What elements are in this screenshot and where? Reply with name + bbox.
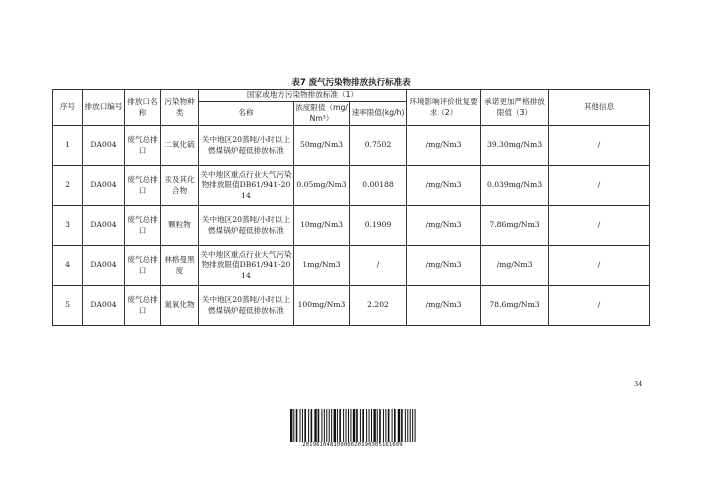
cell-std-name: 关中地区20蒸吨/小时以上燃煤锅炉超低排放标准: [199, 126, 294, 166]
cell-commit: 39.30mg/Nm3: [481, 126, 549, 166]
cell-outlet-no: DA004: [83, 126, 125, 166]
cell-outlet-name: 废气总排口: [125, 126, 161, 166]
cell-other: /: [549, 286, 650, 326]
table-row: [53, 246, 650, 286]
cell-commit: 7.86mg/Nm3: [481, 206, 549, 246]
header-standard-group: 国家或地方污染物排放标准（1）: [199, 90, 407, 102]
cell-seq: 5: [53, 286, 83, 326]
emission-standard-table: [52, 89, 650, 326]
header-other: 其他信息: [549, 90, 650, 126]
barcode-graphic: [289, 409, 416, 442]
cell-commit: 78.6mg/Nm3: [481, 286, 549, 326]
header-rate-limit: 速率限值(kg/h): [350, 102, 407, 126]
cell-std-name: 关中地区20蒸吨/小时以上燃煤锅炉超低排放标准: [199, 206, 294, 246]
table-row: [53, 286, 650, 326]
cell-seq: 2: [53, 166, 83, 206]
header-conc-limit: 浓度限值（mg/Nm³）: [294, 102, 350, 126]
cell-other: /: [549, 166, 650, 206]
cell-pollutant: 林格曼黑度: [161, 246, 199, 286]
cell-outlet-name: 废气总排口: [125, 286, 161, 326]
cell-conc: 1mg/Nm3: [294, 246, 350, 286]
header-std-name: 名称: [199, 102, 294, 126]
cell-other: /: [549, 246, 650, 286]
cell-conc: 100mg/Nm3: [294, 286, 350, 326]
cell-conc: 0.05mg/Nm3: [294, 166, 350, 206]
cell-outlet-no: DA004: [83, 166, 125, 206]
cell-eia: /mg/Nm3: [407, 286, 481, 326]
table-row: [53, 166, 650, 206]
cell-seq: 4: [53, 246, 83, 286]
cell-rate: 0.00188: [350, 166, 407, 206]
cell-rate: 2.202: [350, 286, 407, 326]
cell-commit: /mg/Nm3: [481, 246, 549, 286]
cell-rate: /: [350, 246, 407, 286]
cell-std-name: 关中地区重点行业大气污染物排放限值DB61/941-2014: [199, 246, 294, 286]
cell-eia: /mg/Nm3: [407, 246, 481, 286]
table-caption: 表7 废气污染物排放执行标准表: [291, 78, 411, 88]
cell-other: /: [549, 126, 650, 166]
cell-outlet-name: 废气总排口: [125, 166, 161, 206]
header-outlet-no: 排放口编号: [83, 90, 125, 126]
barcode-number: 20196104810000620190305161609: [302, 442, 403, 448]
cell-rate: 0.1909: [350, 206, 407, 246]
cell-outlet-no: DA004: [83, 206, 125, 246]
cell-conc: 10mg/Nm3: [294, 206, 350, 246]
page-number: 34: [634, 380, 643, 388]
cell-eia: /mg/Nm3: [407, 206, 481, 246]
cell-other: /: [549, 206, 650, 246]
cell-pollutant: 二氧化硫: [161, 126, 199, 166]
cell-outlet-name: 废气总排口: [125, 246, 161, 286]
cell-std-name: 关中地区20蒸吨/小时以上燃煤锅炉超低排放标准: [199, 286, 294, 326]
header-outlet-name: 排放口名称: [125, 90, 161, 126]
cell-seq: 3: [53, 206, 83, 246]
header-seq: 序号: [53, 90, 83, 126]
header-commit: 承诺更加严格排放限值（3）: [481, 90, 549, 126]
cell-outlet-name: 废气总排口: [125, 206, 161, 246]
cell-rate: 0.7502: [350, 126, 407, 166]
cell-pollutant: 汞及其化合物: [161, 166, 199, 206]
cell-eia: /mg/Nm3: [407, 166, 481, 206]
cell-commit: 0.039mg/Nm3: [481, 166, 549, 206]
header-pollutant: 污染物种类: [161, 90, 199, 126]
cell-pollutant: 颗粒物: [161, 206, 199, 246]
table-row: [53, 206, 650, 246]
cell-std-name: 关中地区重点行业大气污染物排放限值DB61/941-2014: [199, 166, 294, 206]
cell-seq: 1: [53, 126, 83, 166]
table-row: [53, 126, 650, 166]
cell-outlet-no: DA004: [83, 246, 125, 286]
cell-conc: 50mg/Nm3: [294, 126, 350, 166]
cell-outlet-no: DA004: [83, 286, 125, 326]
cell-pollutant: 氮氧化物: [161, 286, 199, 326]
header-eia: 环境影响评价批复要求（2）: [407, 90, 481, 126]
cell-eia: /mg/Nm3: [407, 126, 481, 166]
